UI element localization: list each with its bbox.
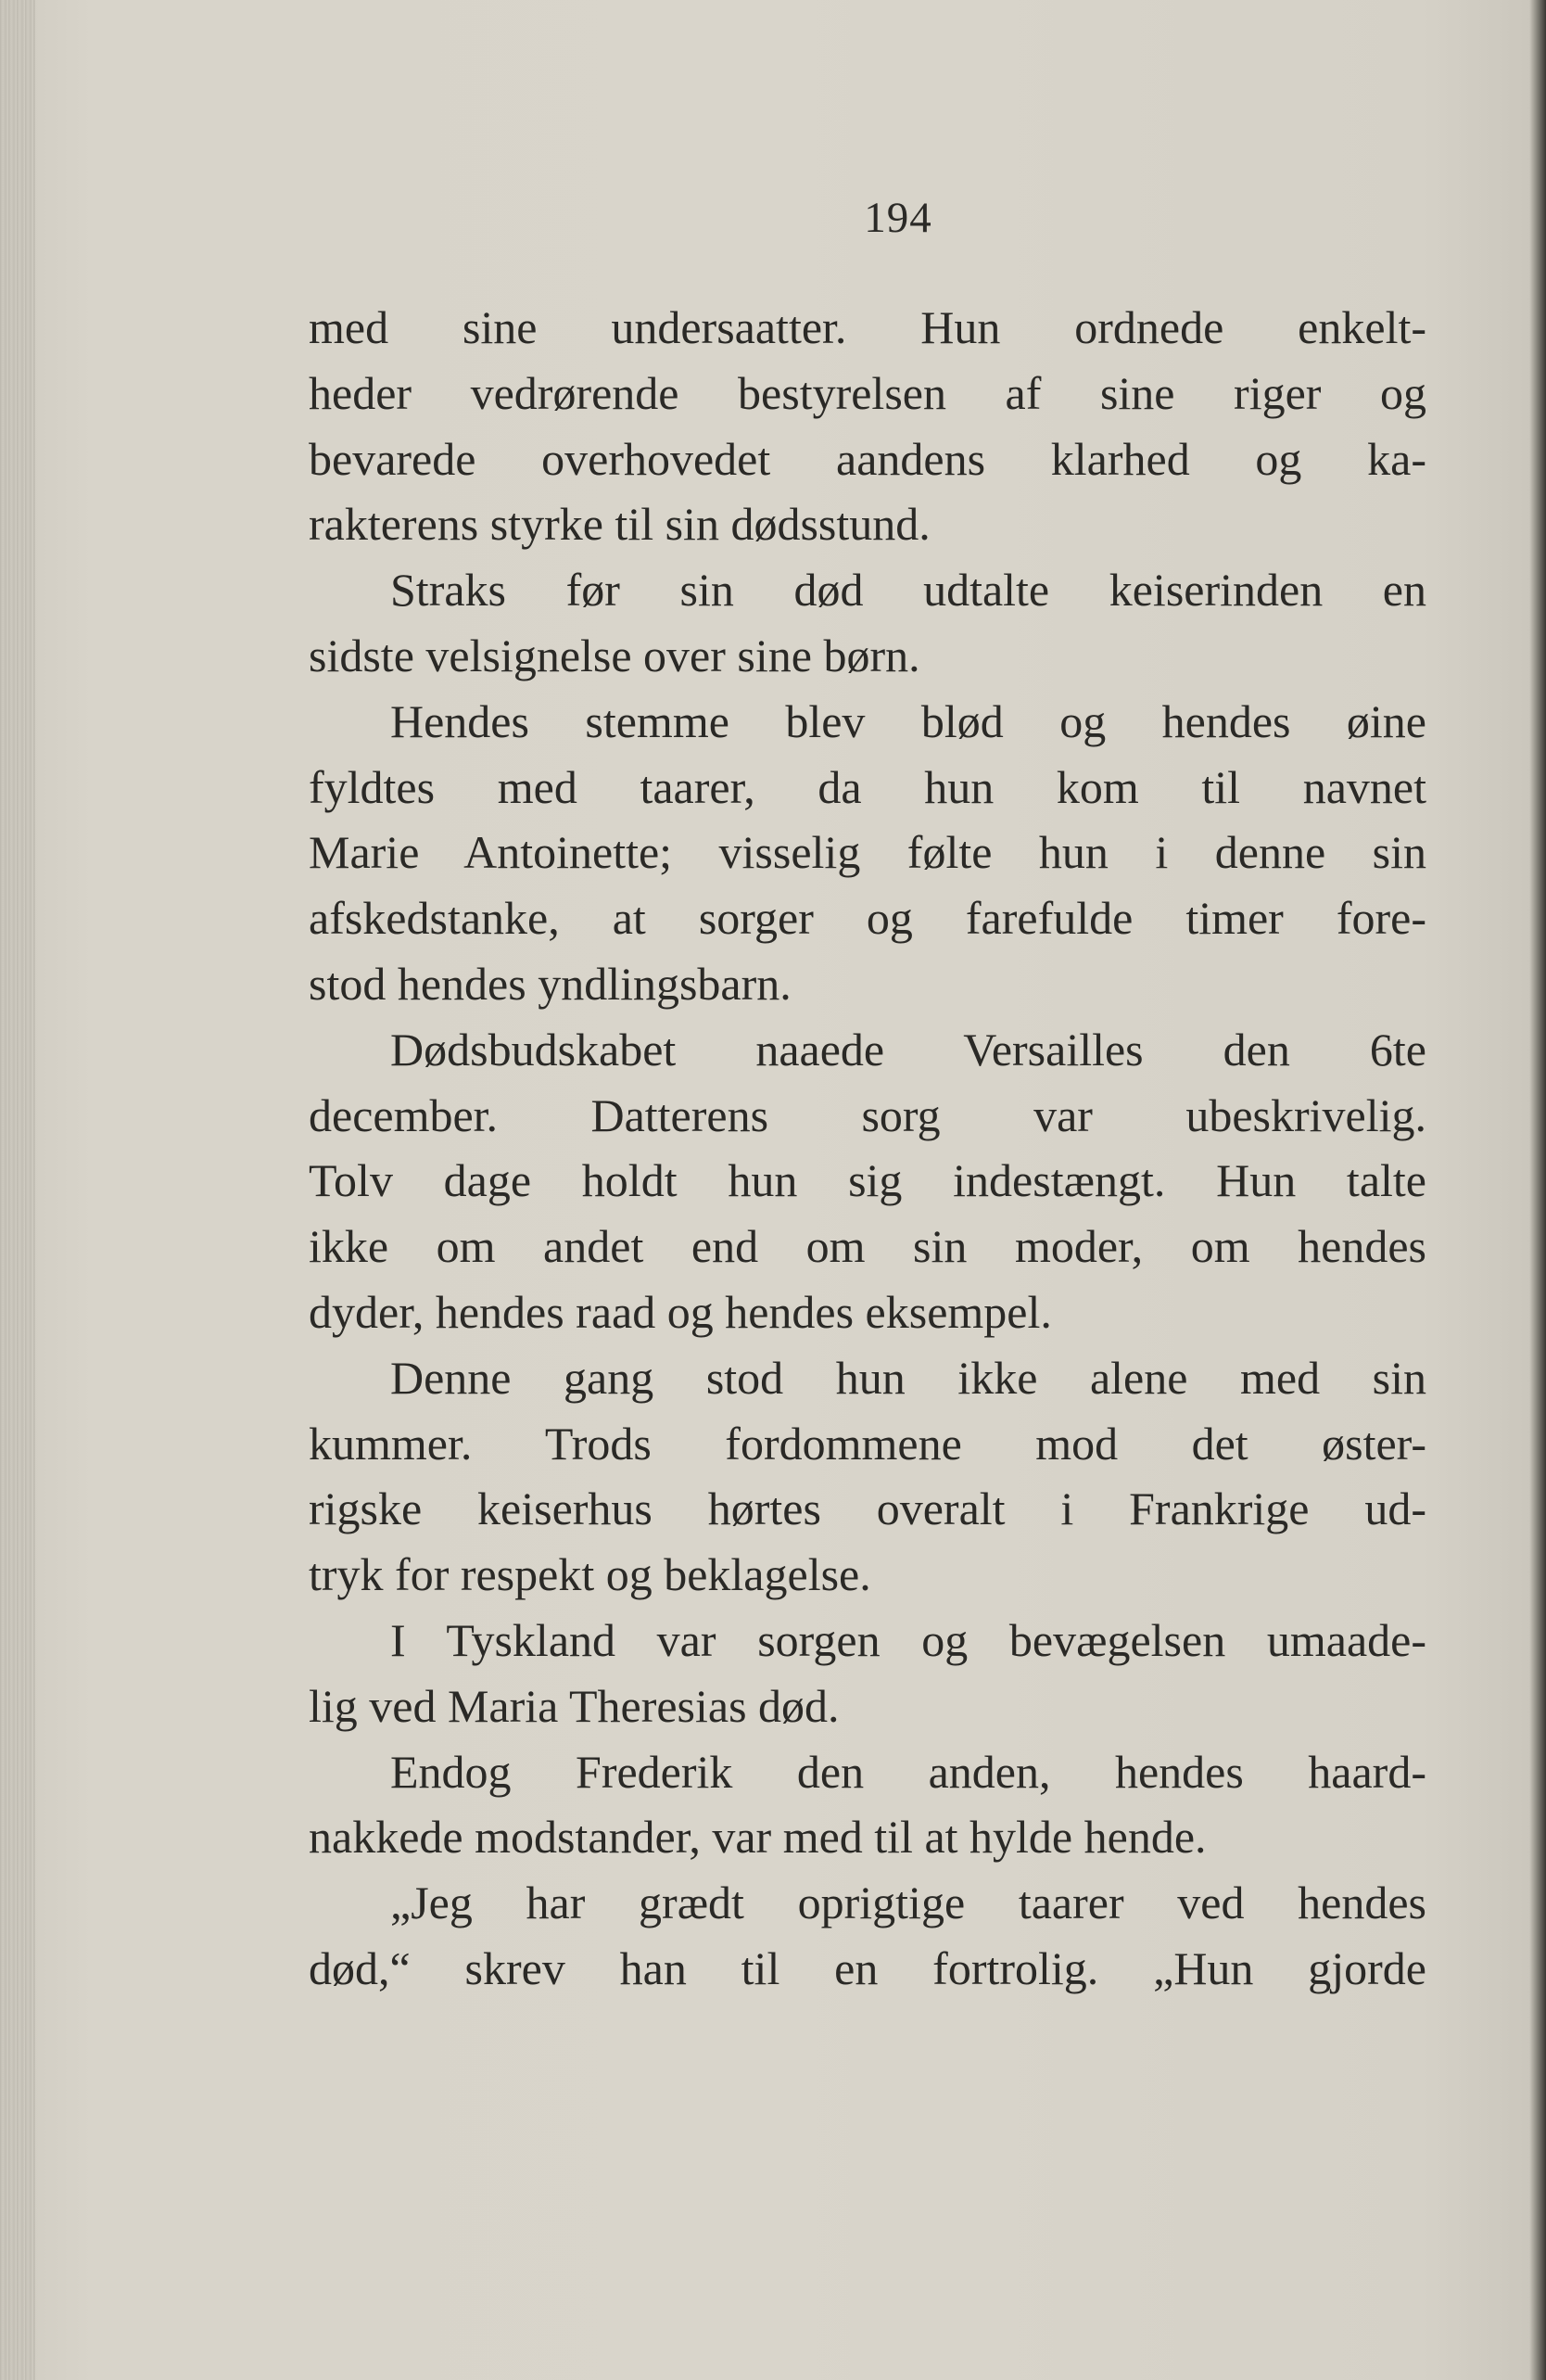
text-line: „Jeg har grædt oprigtige taarer ved hendes — [390, 1877, 1426, 1929]
text-line: december. Datterens sorg var ubeskrivelig. — [309, 1088, 1426, 1141]
paragraph — [309, 1345, 1426, 1608]
paragraph — [309, 1017, 1426, 1345]
page-number: 194 — [864, 194, 932, 242]
text-line: Dødsbudskabet naaede Versailles den 6te — [390, 1023, 1426, 1075]
text-line: Denne gang stod hun ikke alene med sin — [390, 1351, 1426, 1404]
text-line: I Tyskland var sorgen og bevægelsen umaade- — [390, 1613, 1426, 1666]
page-binding-edge — [0, 0, 35, 2380]
text-line: rakterens styrke til sin dødsstund. — [309, 498, 931, 551]
body-text — [309, 295, 1426, 2002]
paragraph — [309, 295, 1426, 557]
paragraph — [309, 689, 1426, 1017]
paragraph — [309, 557, 1426, 689]
text-line: rigske keiserhus hørtes overalt i Frankrige ud- — [309, 1483, 1426, 1535]
paragraph — [309, 1870, 1426, 2002]
text-line: fyldtes med taarer, da hun kom til navnet — [309, 760, 1426, 813]
page-right-edge — [1529, 0, 1546, 2380]
text-line: stod hendes yndlingsbarn. — [309, 957, 792, 1010]
text-line: lig ved Maria Theresias død. — [309, 1679, 840, 1732]
text-line: dyder, hendes raad og hendes eksempel. — [309, 1285, 1052, 1338]
text-line: Hendes stemme blev blød og hendes øine — [390, 694, 1426, 747]
text-line: ikke om andet end om sin moder, om hendes — [309, 1220, 1426, 1273]
text-line: død,“ skrev han til en fortrolig. „Hun gjorde — [309, 1941, 1426, 1994]
text-line: Endog Frederik den anden, hendes haard- — [390, 1745, 1426, 1798]
text-line: nakkede modstander, var med til at hylde hende. — [309, 1811, 1207, 1864]
paragraph — [309, 1608, 1426, 1739]
text-line: tryk for respekt og beklagelse. — [309, 1548, 871, 1601]
text-line: Tolv dage holdt hun sig indestængt. Hun talte — [309, 1154, 1426, 1207]
text-line: kummer. Trods fordommene mod det øster- — [309, 1417, 1426, 1470]
text-line: Marie Antoinette; visselig følte hun i denne sin — [309, 826, 1426, 879]
text-line: bevarede overhovedet aandens klarhed og ka- — [309, 432, 1426, 485]
text-line: med sine undersaatter. Hun ordnede enkelt- — [309, 301, 1426, 353]
text-line: heder vedrørende bestyrelsen af sine riger og — [309, 366, 1426, 419]
text-line: Straks før sin død udtalte keiserinden en — [390, 564, 1426, 617]
text-line: sidste velsignelse over sine børn. — [309, 629, 920, 681]
paragraph — [309, 1739, 1426, 1871]
text-line: afskedstanke, at sorger og farefulde timer fore- — [309, 892, 1426, 945]
